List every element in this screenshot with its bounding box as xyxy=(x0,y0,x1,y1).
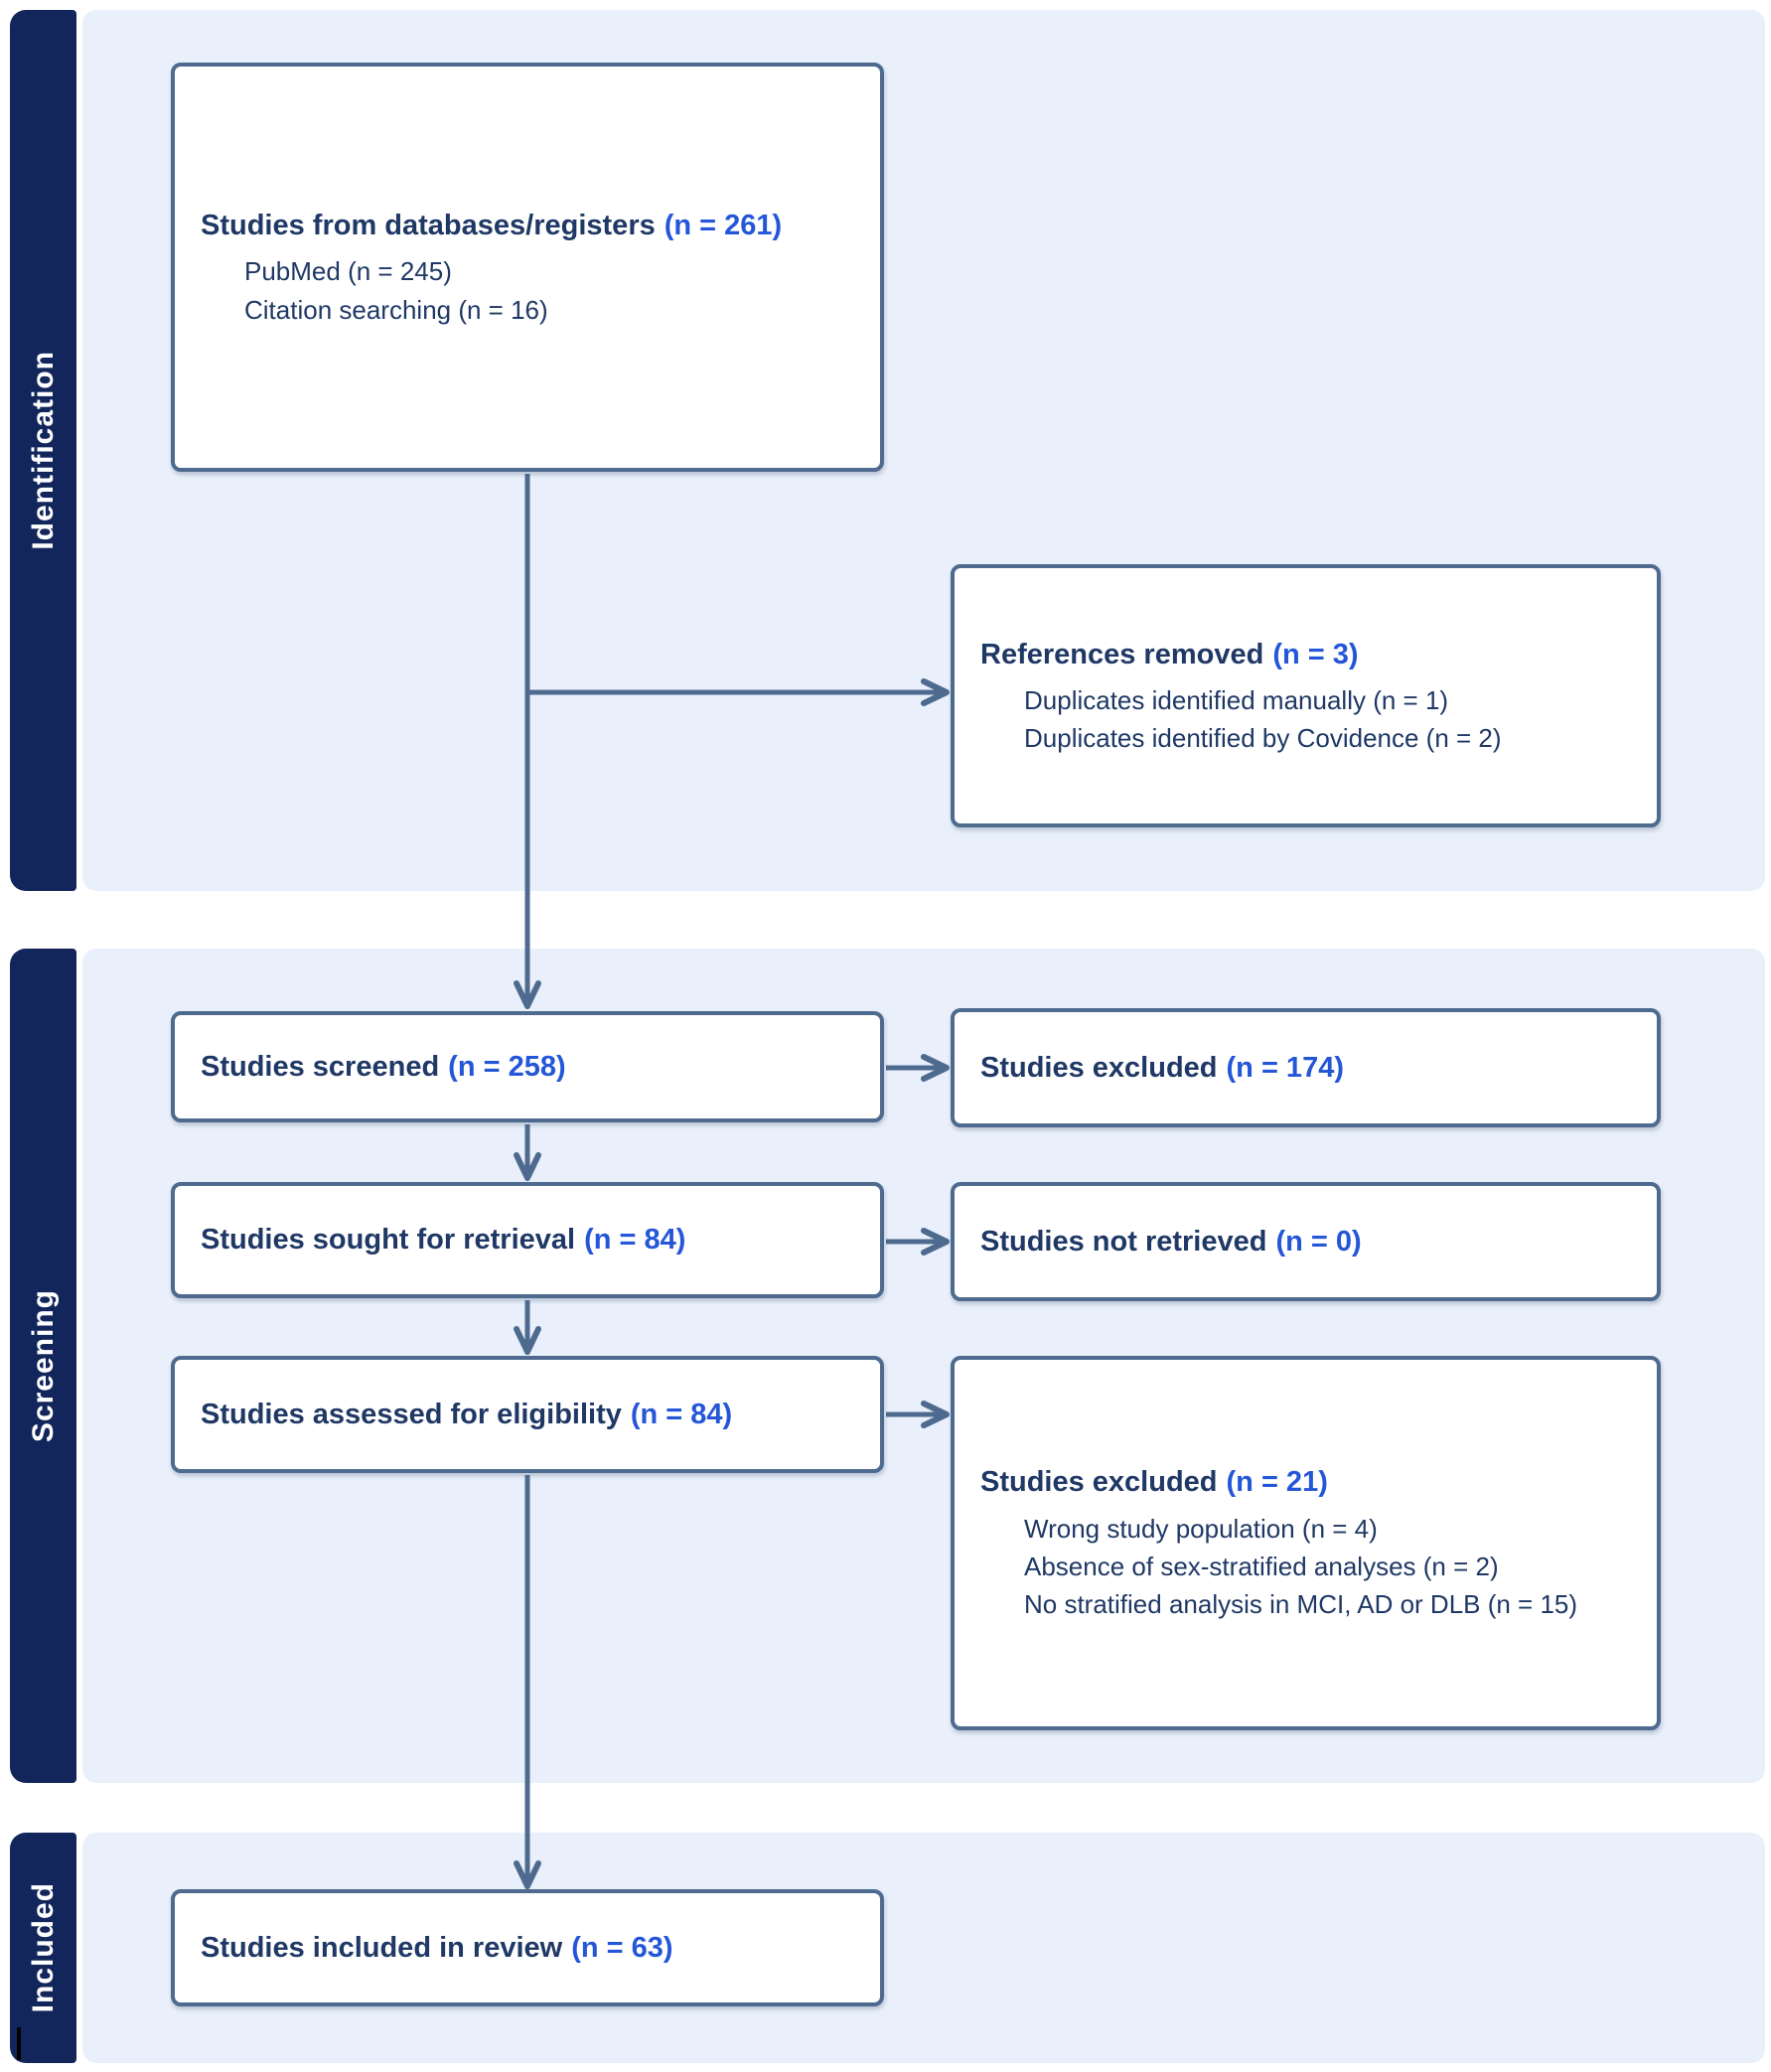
box-references-removed xyxy=(951,564,1661,827)
box-sub-item: PubMed (n = 245) xyxy=(244,256,452,287)
box-label: Studies not retrieved xyxy=(980,1225,1267,1258)
box-title xyxy=(980,1224,1649,1259)
box-label: References removed xyxy=(980,638,1264,670)
sidebar-tab-screening xyxy=(10,949,76,1783)
box-title xyxy=(980,1050,1649,1086)
box-count: (n = 84) xyxy=(630,1398,733,1430)
box-label: Studies sought for retrieval xyxy=(201,1224,576,1257)
box-databases-registers xyxy=(171,63,884,472)
box-studies-assessed-eligibility xyxy=(171,1356,884,1473)
box-studies-included-review xyxy=(171,1889,884,2006)
box-label: Studies screened xyxy=(201,1050,440,1083)
stray-mark xyxy=(17,2027,21,2060)
box-title xyxy=(980,637,1649,672)
box-count: (n = 63) xyxy=(571,1931,673,1964)
box-count: (n = 21) xyxy=(1226,1466,1328,1499)
box-label: Studies excluded xyxy=(980,1051,1218,1084)
box-sub-item: Duplicates identified by Covidence (n = 2) xyxy=(1024,723,1502,754)
box-studies-excluded-screening xyxy=(951,1008,1661,1127)
box-title xyxy=(201,208,872,243)
box-title xyxy=(201,1930,872,1966)
sidebar-tab-identification xyxy=(10,10,76,891)
sidebar-label-screening: Screening xyxy=(26,1288,60,1443)
sidebar-label-included: Included xyxy=(26,1882,60,2013)
box-studies-screened xyxy=(171,1011,884,1122)
box-title xyxy=(980,1464,1649,1500)
box-label: Studies assessed for eligibility xyxy=(201,1398,622,1430)
box-label: Studies excluded xyxy=(980,1466,1218,1499)
box-sub-item: Duplicates identified manually (n = 1) xyxy=(1024,684,1449,715)
box-count: (n = 261) xyxy=(664,210,783,242)
box-label: Studies from databases/registers xyxy=(201,210,656,242)
box-label: Studies included in review xyxy=(201,1931,563,1964)
sidebar-label-identification: Identification xyxy=(26,351,60,550)
box-count: (n = 174) xyxy=(1226,1051,1344,1084)
box-studies-excluded-eligibility xyxy=(951,1356,1661,1730)
box-title xyxy=(201,1049,872,1085)
box-studies-sought-retrieval xyxy=(171,1182,884,1298)
box-count: (n = 3) xyxy=(1272,638,1359,670)
box-sub-item: Wrong study population (n = 4) xyxy=(1024,1513,1378,1544)
box-count: (n = 84) xyxy=(584,1224,686,1257)
box-title xyxy=(201,1397,872,1432)
box-count: (n = 0) xyxy=(1275,1225,1362,1258)
box-sub-item: Citation searching (n = 16) xyxy=(244,294,548,325)
box-count: (n = 258) xyxy=(448,1050,566,1083)
box-studies-not-retrieved xyxy=(951,1182,1661,1301)
box-title xyxy=(201,1222,872,1258)
box-sub-items xyxy=(980,1508,1649,1622)
box-sub-item: Absence of sex-stratified analyses (n = 2) xyxy=(1024,1551,1499,1581)
box-sub-item: No stratified analysis in MCI, AD or DLB (n = 15) xyxy=(1024,1589,1578,1620)
box-sub-items xyxy=(201,250,872,327)
box-sub-items xyxy=(980,679,1649,756)
